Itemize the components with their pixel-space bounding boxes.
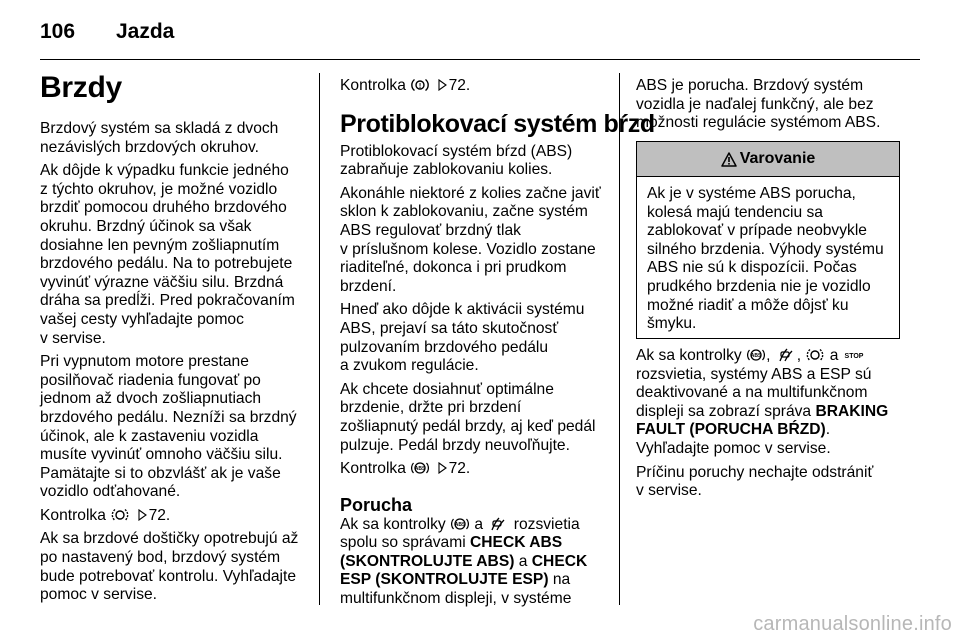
brake-pad-wear-icon bbox=[111, 507, 129, 523]
text-line: účinok, ale k zastaveniu vozidla bbox=[40, 427, 259, 445]
text-line: Vyhľadajte pomoc v servise. bbox=[636, 439, 831, 457]
warning-title: Varovanie bbox=[739, 150, 816, 167]
text-line: zabraňuje zablokovaniu kolies. bbox=[340, 161, 553, 179]
column-1 bbox=[40, 70, 312, 610]
paragraph bbox=[636, 77, 904, 133]
text-line: okruhu. Brzdný účinok sa však bbox=[40, 217, 252, 235]
text: a bbox=[474, 515, 484, 533]
text-line: dráha sa predĺži. Pred pokračovaním bbox=[40, 292, 295, 310]
svg-text:ABS: ABS bbox=[414, 466, 426, 473]
page-reference: 72. bbox=[448, 77, 471, 94]
text-line: jednom až dvoch zošliapnutiach bbox=[40, 390, 262, 408]
page-reference: 72. bbox=[148, 506, 171, 524]
text-line: deaktivované a na multifunkčnom bbox=[636, 384, 868, 402]
text: Kontrolka bbox=[40, 506, 106, 524]
svg-text:ABS: ABS bbox=[750, 353, 762, 359]
column-3 bbox=[636, 77, 904, 138]
text-line: zablokovať v prípade neobvykle bbox=[647, 222, 867, 240]
text: Kontrolka bbox=[340, 77, 406, 94]
subsection-heading: Porucha bbox=[340, 494, 413, 515]
text-line: možné riadiť a môže dôjsť ku bbox=[647, 296, 849, 314]
text-line: prudkého brzdenia nie je vozidlo bbox=[647, 277, 871, 295]
page-reference-arrow-icon bbox=[138, 509, 147, 521]
text-line: pomoc v servise. bbox=[40, 586, 157, 604]
text-line: Pamätajte si to obzvlášť ak je vaše bbox=[40, 464, 281, 482]
header-divider bbox=[40, 59, 920, 60]
message-text: CHECK ABS bbox=[470, 534, 563, 552]
paragraph bbox=[340, 185, 615, 297]
text-line: Protiblokovací systém bŕzd (ABS) bbox=[340, 142, 573, 160]
message-text: FAULT (PORUCHA BŔZD) bbox=[636, 421, 826, 439]
brake-system-icon bbox=[411, 77, 429, 93]
text: displeji sa zobrazí správa bbox=[636, 402, 812, 420]
esp-icon bbox=[488, 516, 508, 532]
brake-pad-wear-icon bbox=[806, 347, 824, 363]
text-line: Akonáhle niektoré z kolies začne javiť bbox=[340, 184, 601, 202]
text-line: ABS regulovať brzdný tlak bbox=[340, 221, 521, 239]
svg-text:STOP: STOP bbox=[844, 353, 864, 360]
section-title: Jazda bbox=[116, 20, 175, 43]
esp-icon bbox=[776, 347, 796, 363]
text: Ak sa kontrolky bbox=[340, 515, 446, 533]
text-line: brzdového pedálu. Nezníži sa brzdný bbox=[40, 408, 297, 426]
text: rozsvietia bbox=[513, 515, 580, 533]
paragraph bbox=[40, 120, 312, 157]
text-line: FAULT (PORUCHA BŔZD). bbox=[636, 421, 831, 439]
page-reference-arrow-icon bbox=[438, 79, 447, 91]
section-heading: Protiblokovací systém bŕzd bbox=[340, 109, 655, 138]
paragraph bbox=[636, 347, 904, 459]
text-line bbox=[636, 403, 904, 422]
column-2 bbox=[340, 77, 655, 614]
watermark: carmanualsonline.info bbox=[753, 613, 952, 635]
warning-triangle-icon bbox=[721, 152, 737, 167]
text: spolu so správami bbox=[340, 534, 466, 552]
text-line: Ak je v systéme ABS porucha, bbox=[647, 185, 856, 202]
text-line: šmyku. bbox=[647, 315, 697, 333]
abs-icon bbox=[747, 347, 765, 363]
text-line: kolesá majú tendenciu sa bbox=[647, 203, 823, 221]
paragraph bbox=[40, 162, 312, 348]
text-line: vašej cesty vyhľadajte pomoc bbox=[40, 310, 244, 328]
column-divider-1 bbox=[319, 73, 320, 605]
text-line: pulzuje. Pedál brzdy neuvoľňujte. bbox=[340, 436, 570, 454]
column-divider-2 bbox=[619, 73, 620, 605]
text-line: v príslušnom kolese. Vozidlo zostane bbox=[340, 240, 596, 258]
abs-icon bbox=[451, 516, 469, 532]
stop-icon bbox=[844, 349, 864, 361]
text-line: brzdenie, držte pri brzdení bbox=[340, 399, 522, 417]
paragraph bbox=[340, 77, 615, 96]
text-line: zošliapnutý pedál brzdy, aj keď pedál bbox=[340, 417, 596, 435]
text-line bbox=[340, 516, 615, 535]
paragraph bbox=[340, 381, 615, 455]
text-line bbox=[340, 553, 615, 572]
text-line: bude potrebovať kontrolu. Vyhľadajte bbox=[40, 567, 297, 585]
message-text: (SKONTROLUJTE ABS) bbox=[340, 552, 515, 570]
text-line: ABS nie sú k dispozícii. Počas bbox=[647, 259, 857, 277]
page-number: 106 bbox=[40, 20, 76, 43]
text-line: Ak chcete dosiahnuť optimálne bbox=[340, 380, 554, 398]
text-line: vyvinúť výrazne väčšiu silu. Brzdná bbox=[40, 273, 284, 291]
svg-text:!: ! bbox=[419, 83, 422, 90]
text-line: Pri vypnutom motore prestane bbox=[40, 353, 249, 371]
paragraph bbox=[40, 353, 312, 502]
text-line: brzdového pedálu. Na to potrebujete bbox=[40, 255, 293, 273]
text-line: brzdení. bbox=[340, 277, 397, 295]
text-line: dosiahne len pevným zošliapnutím bbox=[40, 236, 280, 254]
message-text: ESP (SKONTROLUJTE ESP) bbox=[340, 571, 549, 589]
text-line: riaditeľné, dokonca i pri prudkom bbox=[340, 259, 567, 277]
text-line: brzdiť pomocou druhého brzdového bbox=[40, 199, 287, 217]
text-line: sklon k zablokovaniu, začne systém bbox=[340, 203, 588, 221]
abs-icon bbox=[411, 460, 429, 476]
paragraph bbox=[340, 460, 615, 479]
warning-header bbox=[637, 142, 899, 177]
column-3-lower bbox=[636, 347, 904, 506]
svg-text:ABS: ABS bbox=[454, 521, 466, 528]
text-line: a zvukom regulácie. bbox=[340, 357, 479, 375]
page-reference-arrow-icon bbox=[438, 462, 447, 474]
text-line: Ak sa brzdové doštičky opotrebujú až bbox=[40, 530, 299, 548]
warning-text bbox=[637, 177, 899, 334]
text-line: Brzdový systém sa skladá z dvoch bbox=[40, 120, 279, 137]
text: a bbox=[518, 552, 528, 570]
text-line: nezávislých brzdových okruhov. bbox=[40, 138, 259, 156]
text-line: ABS je porucha. Brzdový systém bbox=[636, 77, 864, 94]
text-line: v servise. bbox=[40, 329, 106, 347]
text: Kontrolka bbox=[340, 460, 406, 478]
text-line: rozsvietia, systémy ABS a ESP sú bbox=[636, 365, 872, 383]
text-line: v servise. bbox=[636, 482, 702, 500]
paragraph bbox=[40, 530, 312, 604]
warning-box bbox=[636, 141, 900, 339]
paragraph bbox=[636, 464, 904, 501]
text-line: Hneď ako dôjde k aktivácii systému bbox=[340, 301, 585, 319]
text-line: Ak sa kontrolky ABS , , a STOP bbox=[636, 347, 864, 364]
text-line: po nastavený bod, brzdový systém bbox=[40, 549, 281, 567]
paragraph bbox=[340, 516, 615, 609]
page-reference: 72. bbox=[448, 460, 471, 478]
text-line: Príčinu poruchy nechajte odstrániť bbox=[636, 463, 874, 481]
text-line: Ak dôjde k výpadku funkcie jedného bbox=[40, 162, 289, 180]
text-line: ABS, prejaví sa táto skutočnosť bbox=[340, 319, 559, 337]
text-line: posilňovač riadenia fungovať po bbox=[40, 371, 261, 389]
text: na bbox=[552, 571, 571, 589]
text-line: pulzovaním brzdového pedálu bbox=[340, 338, 549, 356]
text-line bbox=[340, 571, 615, 590]
text: a bbox=[829, 347, 839, 364]
text-line bbox=[340, 534, 615, 553]
text-line: možnosti regulácie systémom ABS. bbox=[636, 114, 881, 132]
text-line: silného brzdenia. Výhody systému bbox=[647, 240, 884, 258]
paragraph bbox=[40, 507, 312, 526]
message-text: BRAKING bbox=[815, 402, 889, 420]
text-line: vozidlo odťahované. bbox=[40, 483, 181, 501]
text-line: musíte vyvinúť omnoho väčšiu silu. bbox=[40, 446, 283, 464]
section-heading: Brzdy bbox=[40, 71, 122, 104]
text-line: z týchto okruhov, je možné vozidlo bbox=[40, 180, 278, 198]
message-text: CHECK bbox=[531, 552, 588, 570]
paragraph bbox=[340, 301, 615, 375]
paragraph bbox=[340, 143, 615, 180]
text-line: multifunkčnom displeji, v systéme bbox=[340, 590, 572, 608]
text: Ak sa kontrolky bbox=[636, 347, 742, 364]
text-line: vozidla je naďalej funkčný, ale bez bbox=[636, 95, 874, 113]
page-header bbox=[40, 20, 920, 46]
